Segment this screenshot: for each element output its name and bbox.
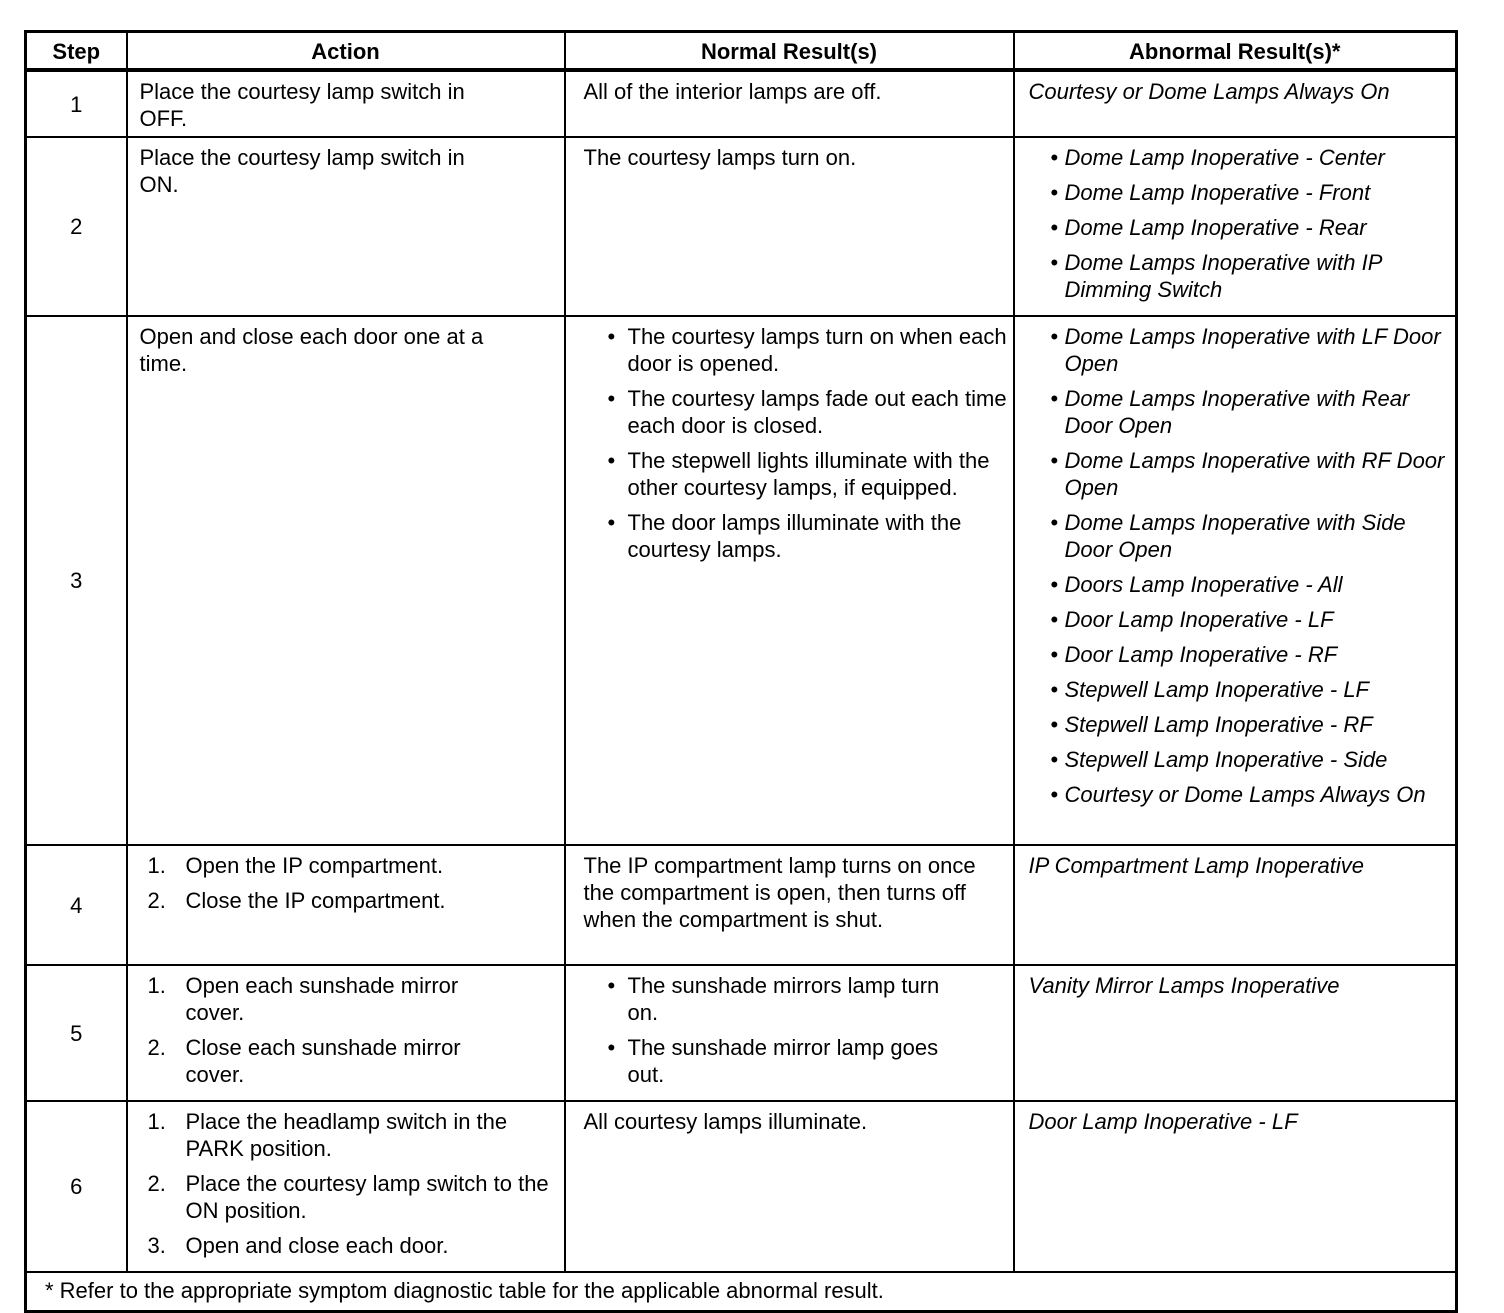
table-row <box>26 845 1457 965</box>
normal-result-cell <box>565 965 1014 1101</box>
action-cell <box>127 1101 565 1272</box>
list-item: 1. Place the headlamp switch in the PARK position. <box>147 1109 508 1161</box>
list-item: • Dome Lamp Inoperative - Center <box>1015 144 1446 171</box>
list-item: • Dome Lamp Inoperative - Front <box>1015 179 1446 206</box>
step-number: 1 <box>26 70 127 137</box>
step-number: 5 <box>26 965 127 1101</box>
list-item: 1. Open the IP compartment. <box>147 853 444 878</box>
list-item: 2. Close each sunshade mirror cover. <box>147 1035 461 1087</box>
list-item: • Courtesy or Dome Lamps Always On <box>1015 781 1452 808</box>
list-item: • Dome Lamps Inoperative with RF Door Open <box>1015 447 1452 501</box>
list-item: • The sunshade mirror lamp goes out. <box>566 1034 953 1088</box>
list-item: • Dome Lamp Inoperative - Rear <box>1015 214 1446 241</box>
list-item: • Dome Lamps Inoperative with Rear Door Open <box>1015 385 1452 439</box>
list-item: • Stepwell Lamp Inoperative - LF <box>1015 676 1452 703</box>
table-row <box>26 1101 1457 1272</box>
list-item: • Stepwell Lamp Inoperative - Side <box>1015 746 1452 773</box>
action-cell: Place the courtesy lamp switch in OFF. <box>127 70 565 137</box>
abnormal-result-cell: Door Lamp Inoperative - LF <box>1014 1101 1457 1272</box>
list-item: 3. Open and close each door. <box>147 1233 449 1258</box>
normal-result-cell: The IP compartment lamp turns on once the compartment is open, then turns off when the compartment is shut. <box>565 845 1014 965</box>
header-step: Step <box>26 32 127 71</box>
table-row <box>26 137 1457 316</box>
abnormal-result-cell: Courtesy or Dome Lamps Always On <box>1014 70 1457 137</box>
list-item: • Dome Lamps Inoperative with LF Door Open <box>1015 323 1452 377</box>
footnote-row <box>26 1272 1457 1312</box>
list-item: 1. Open each sunshade mirror cover. <box>147 973 459 1025</box>
header-action: Action <box>127 32 565 71</box>
normal-result-cell <box>565 316 1014 845</box>
table-row <box>26 965 1457 1101</box>
list-item: • The courtesy lamps fade out each time each door is closed. <box>566 385 1009 439</box>
abnormal-result-cell <box>1014 137 1457 316</box>
list-item: • Dome Lamps Inoperative with IP Dimming Switch <box>1015 249 1446 303</box>
action-cell: Place the courtesy lamp switch in ON. <box>127 137 565 316</box>
action-cell <box>127 845 565 965</box>
step-number: 2 <box>26 137 127 316</box>
header-normal-results: Normal Result(s) <box>565 32 1014 71</box>
list-item: • Doors Lamp Inoperative - All <box>1015 571 1452 598</box>
list-item: • The courtesy lamps turn on when each door is opened. <box>566 323 1009 377</box>
normal-result-cell: The courtesy lamps turn on. <box>565 137 1014 316</box>
list-item: • Stepwell Lamp Inoperative - RF <box>1015 711 1452 738</box>
diagnostic-table <box>24 30 1458 1313</box>
header-abnormal-results: Abnormal Result(s)* <box>1014 32 1457 71</box>
list-item: • Door Lamp Inoperative - LF <box>1015 606 1452 633</box>
header-row <box>26 32 1457 71</box>
list-item: • Dome Lamps Inoperative with Side Door Open <box>1015 509 1452 563</box>
action-cell: Open and close each door one at a time. <box>127 316 565 845</box>
normal-result-cell: All of the interior lamps are off. <box>565 70 1014 137</box>
table-row <box>26 316 1457 845</box>
list-item: • The sunshade mirrors lamp turn on. <box>566 972 953 1026</box>
table-row <box>26 70 1457 137</box>
abnormal-result-cell: Vanity Mirror Lamps Inoperative <box>1014 965 1457 1101</box>
list-item: • Door Lamp Inoperative - RF <box>1015 641 1452 668</box>
abnormal-result-cell: IP Compartment Lamp Inoperative <box>1014 845 1457 965</box>
step-number: 4 <box>26 845 127 965</box>
step-number: 3 <box>26 316 127 845</box>
footnote: * Refer to the appropriate symptom diagnostic table for the applicable abnormal result. <box>26 1272 1457 1312</box>
list-item: • The stepwell lights illuminate with the other courtesy lamps, if equipped. <box>566 447 1009 501</box>
action-cell <box>127 965 565 1101</box>
list-item: 2. Close the IP compartment. <box>147 888 446 913</box>
list-item: 2. Place the courtesy lamp switch to the ON position. <box>147 1171 549 1223</box>
abnormal-result-cell <box>1014 316 1457 845</box>
step-number: 6 <box>26 1101 127 1272</box>
normal-result-cell: All courtesy lamps illuminate. <box>565 1101 1014 1272</box>
list-item: • The door lamps illuminate with the courtesy lamps. <box>566 509 1009 563</box>
